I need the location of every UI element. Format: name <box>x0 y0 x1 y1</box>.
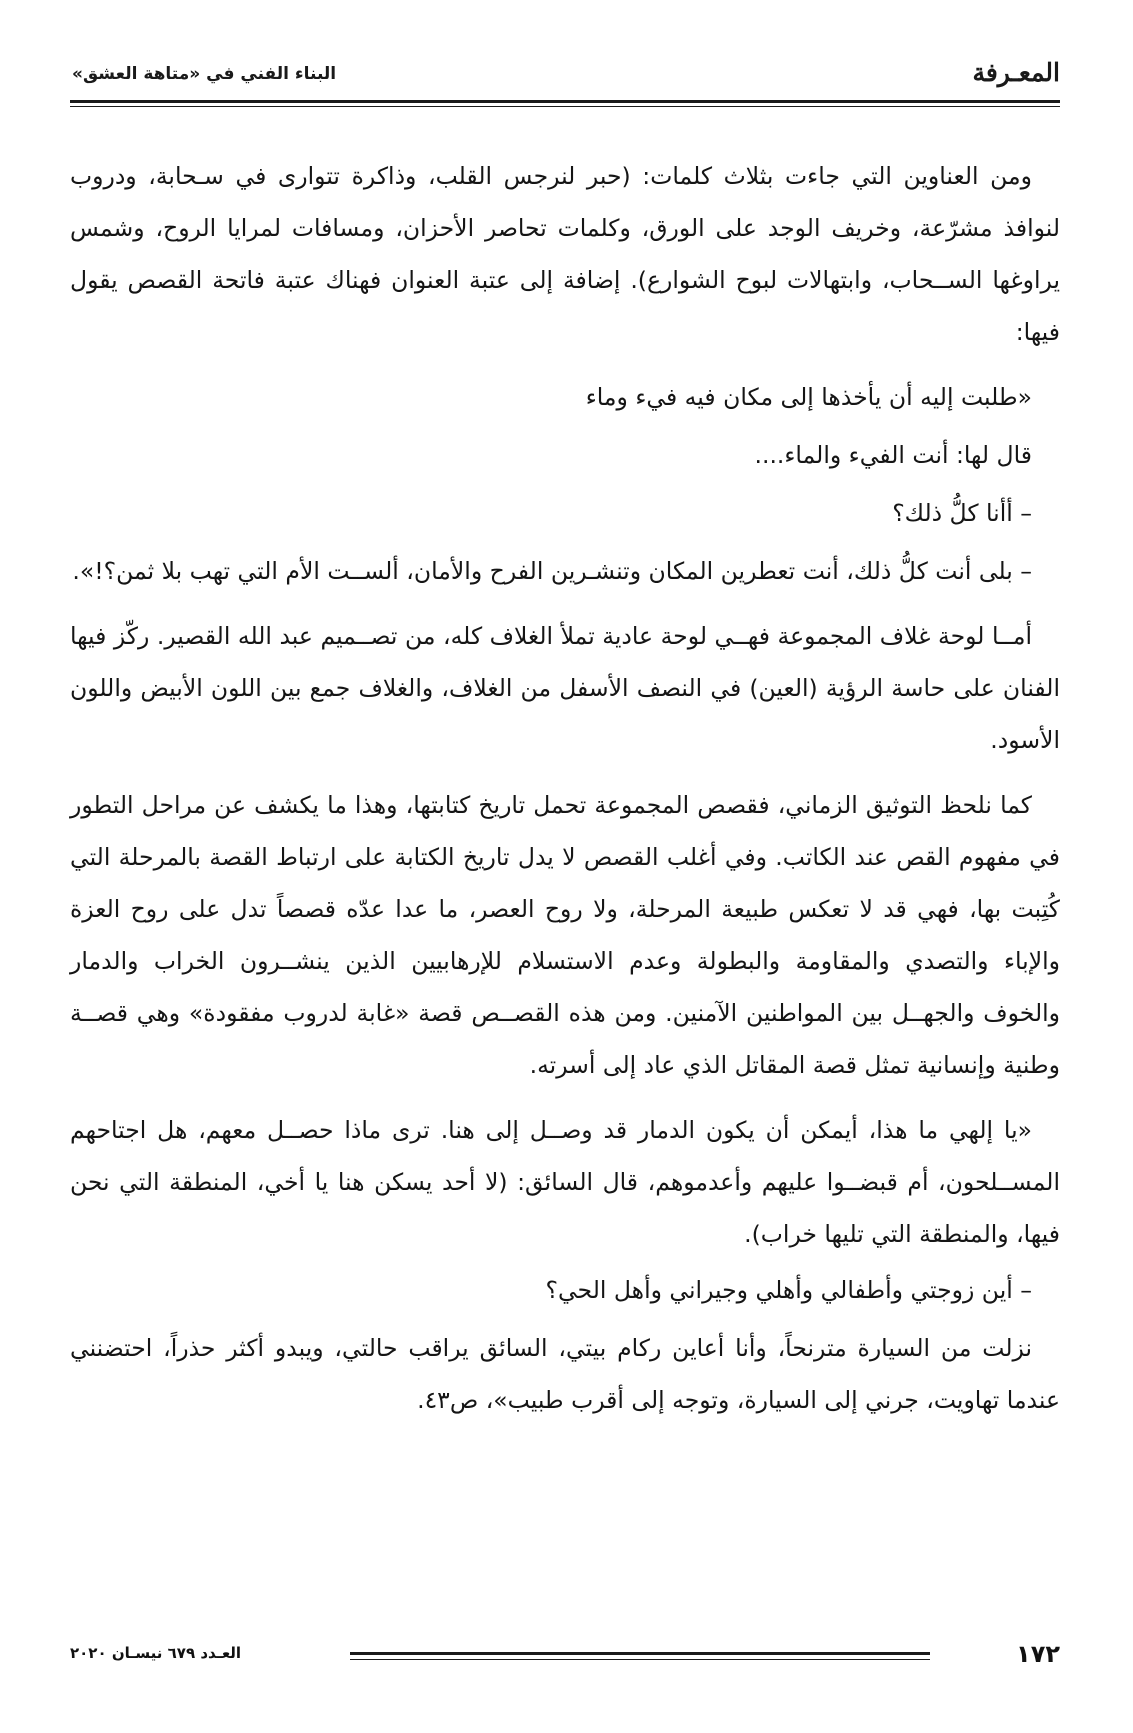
header-rule <box>70 100 1060 103</box>
quote-line-2: قال لها: أنت الفيء والماء.... <box>754 441 1032 469</box>
article-body <box>70 150 1060 1439</box>
quote-line-4: – بلى أنت كلُّ ذلك، أنت تعطرين المكان وتنشـرين الفرح والأمان، ألســت الأم التي تهب بلا ثمن؟!». <box>72 557 1032 585</box>
paragraph-story-quote: «يا إلهي ما هذا، أيمكن أن يكون الدمار قد وصــل إلى هنا. ترى ماذا حصــل معهم، هل اجتاحهم المســلحون، أم قبضــوا عليهم وأعدموهم، قال السائق: (لا أحد يسكن هنا يا أخي، المنطقة التي نحن فيها، والمنطقة التي تليها خراب). <box>70 1116 1060 1248</box>
page-footer <box>70 1640 1060 1680</box>
paragraph-dating: كما نلحظ التوثيق الزماني، فقصص المجموعة تحمل تاريخ كتابتها، وهذا ما يكشف عن مراحل التطور في مفهوم القص عند الكاتب. وفي أغلب القصص لا يدل تاريخ الكتابة على ارتباط القصة بالمرحلة التي كُتِبت بها، فهي قد لا تعكس طبيعة المرحلة، ولا روح العصر، ما عدا عدّه قصصاً تدل على روح العزة والإباء والتصدي والمقاومة والبطولة وعدم الاستسلام للإرهابيين الذين ينشــرون الخراب والدمار والخوف والجهــل بين المواطنين الآمنين. ومن هذه القصــص قصة «غابة لدروب مفقودة» وهي قصــة وطنية وإنسانية تمثل قصة المقاتل الذي عاد إلى أسرته. <box>70 791 1060 1079</box>
footer-rule-thin <box>350 1659 930 1660</box>
page-number: ١٧٢ <box>1016 1640 1060 1668</box>
paragraph-titles: ومن العناوين التي جاءت بثلاث كلمات: (حبر لنرجس القلب، وذاكرة تتوارى في سـحابة، ودروب لنوافذ مشرّعة، وخريف الوجد على الورق، وكلمات تحاصر الأحزان، ومسافات لمرايا الروح، وشمس يراوغها الســحاب، وابتهالات لبوح الشوارع). إضافة إلى عتبة العنوان فهناك عتبة فاتحة القصص يقول فيها: <box>70 162 1060 346</box>
issue-label: العـدد ٦٧٩ نيسـان ٢٠٢٠ <box>70 1644 242 1662</box>
running-title: البناء الفني في «متاهة العشق» <box>72 64 337 84</box>
paragraph-ending: نزلت من السيارة مترنحاً، وأنا أعاين ركام بيتي، السائق يراقب حالتي، ويبدو أكثر حذراً، احتضنني عندما تهاويت، جرني إلى السيارة، وتوجه إلى أقرب طبيب»، ص٤٣. <box>70 1334 1060 1414</box>
quote-line-5: – أين زوجتي وأطفالي وأهلي وجيراني وأهل الحي؟ <box>545 1276 1032 1304</box>
page-header <box>70 52 1060 98</box>
paragraph-cover: أمــا لوحة غلاف المجموعة فهــي لوحة عادية تملأ الغلاف كله، من تصــميم عبد الله القصير. ركّز فيها الفنان على حاسة الرؤية (العين) في النصف الأسفل من الغلاف، والغلاف جمع بين اللون الأبيض واللون الأسود. <box>70 622 1060 754</box>
footer-rule <box>350 1652 930 1655</box>
journal-logo: المعـرفة <box>972 58 1060 87</box>
quote-line-1: «طلبت إليه أن يأخذها إلى مكان فيه فيء وماء <box>585 383 1032 411</box>
quote-line-3: – أأنا كلُّ ذلك؟ <box>892 499 1032 527</box>
header-rule-thin <box>70 106 1060 107</box>
